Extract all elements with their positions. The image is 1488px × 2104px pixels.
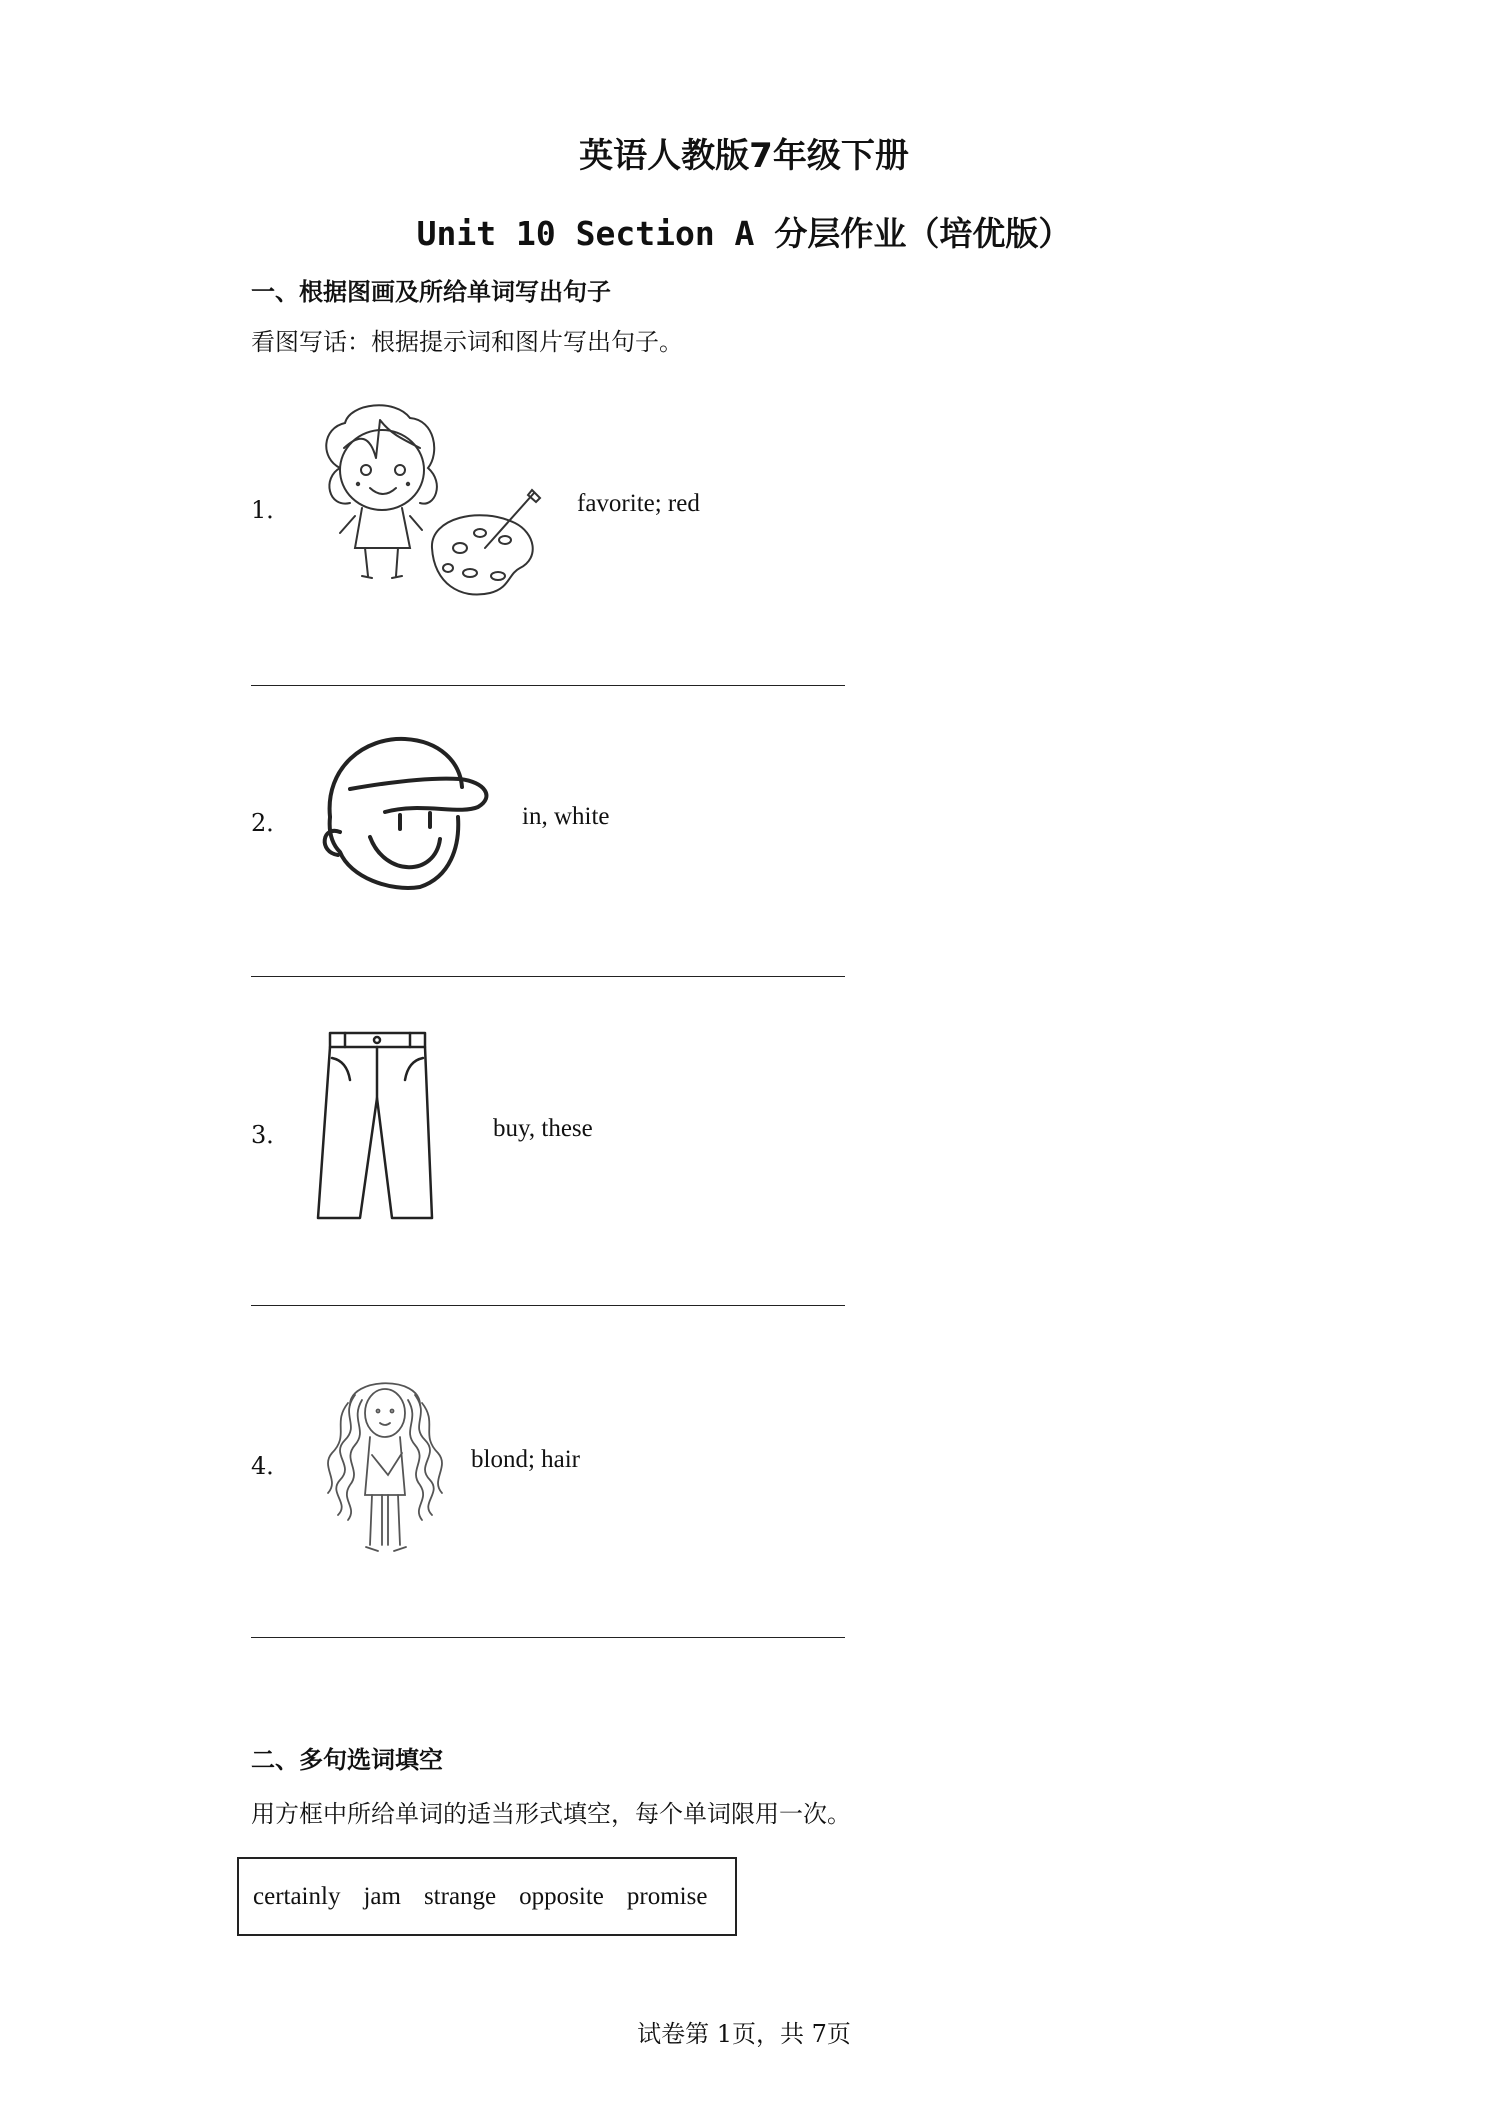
girl-with-paint-palette-image [310,398,550,608]
section2-instruction: 用方框中所给单词的适当形式填空，每个单词限用一次。 [251,1800,851,1828]
boy-in-cap-image [310,727,500,902]
question-4-answer-line[interactable] [251,1637,845,1638]
question-1-answer-line[interactable] [251,685,845,686]
word-bank-item: certainly [253,1882,341,1910]
question-2-answer-line[interactable] [251,976,845,977]
question-4-hint: blond; hair [471,1446,581,1473]
document-subtitle [0,208,1488,255]
page-footer: 试卷第 1页，共 7页 [637,2020,851,2048]
question-1-number: 1． [251,496,291,524]
subtitle-unit: Unit 10 Section A [416,214,755,253]
question-3-answer-line[interactable] [251,1305,845,1306]
section2-heading: 二、多句选词填空 [251,1746,443,1774]
trousers-image [310,1028,440,1224]
question-3-hint: buy, these [493,1115,593,1142]
question-3-number: 3． [251,1121,291,1149]
question-1-hint: favorite; red [577,490,700,517]
word-bank-box [237,1857,737,1936]
word-bank-item: jam [363,1882,401,1910]
word-bank-item: opposite [519,1882,604,1910]
subtitle-version: 分层作业（培优版） [774,214,1072,253]
girl-with-long-curly-hair-image [310,1365,460,1570]
question-2-hint: in, white [522,803,610,830]
word-bank-item: strange [423,1882,497,1910]
question-2-number: 2． [251,809,291,837]
document-title: 英语人教版7年级下册 [579,136,909,176]
section1-instruction: 看图写话：根据提示词和图片写出句子。 [251,328,683,356]
word-bank-item: promise [626,1882,708,1910]
section1-heading: 一、根据图画及所给单词写出句子 [251,278,611,306]
question-4-number: 4． [251,1452,291,1480]
